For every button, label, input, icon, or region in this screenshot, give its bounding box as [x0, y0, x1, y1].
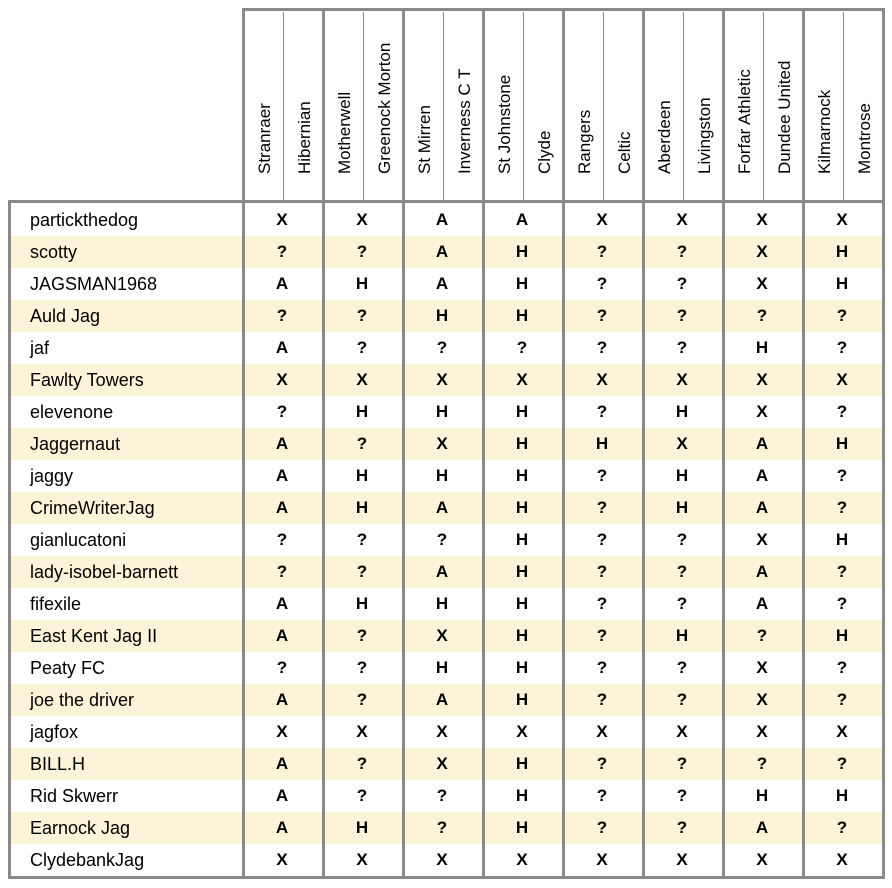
- prediction-cell: H: [515, 658, 529, 677]
- predictor-name: Fawlty Towers: [30, 370, 144, 390]
- prediction-cell: A: [275, 338, 289, 357]
- predictor-name: Earnock Jag: [30, 818, 131, 838]
- prediction-cell: ?: [836, 466, 848, 485]
- match-header: [482, 8, 562, 200]
- home-team-label: Kilmarnock: [815, 89, 834, 174]
- team-slot: [765, 11, 805, 200]
- prediction-cell: H: [355, 466, 369, 485]
- prediction-cell: ?: [676, 594, 688, 613]
- prediction-cell: ?: [276, 306, 288, 325]
- home-team-label: Aberdeen: [655, 100, 674, 174]
- prediction-cell: ?: [356, 338, 368, 357]
- prediction-cell: ?: [276, 530, 288, 549]
- prediction-cell: X: [676, 370, 688, 389]
- prediction-cell: ?: [276, 658, 288, 677]
- prediction-cell: ?: [596, 402, 608, 421]
- prediction-cell: X: [756, 690, 768, 709]
- prediction-cell: ?: [756, 754, 768, 773]
- team-slot: [325, 11, 365, 200]
- table-row: [10, 204, 882, 236]
- prediction-cell: H: [515, 594, 529, 613]
- prediction-cell: ?: [836, 306, 848, 325]
- home-team-label: Forfar Athletic: [735, 69, 754, 174]
- prediction-cell: X: [676, 722, 688, 741]
- prediction-cell: ?: [596, 626, 608, 645]
- prediction-cell: H: [435, 658, 449, 677]
- prediction-cell: X: [756, 658, 768, 677]
- table-row: [10, 780, 882, 812]
- team-slot: [645, 11, 685, 200]
- prediction-cell: H: [515, 402, 529, 421]
- home-team-label: Motherwell: [335, 91, 354, 174]
- prediction-cell: A: [435, 274, 449, 293]
- prediction-cell: X: [516, 370, 528, 389]
- prediction-cell: X: [356, 850, 368, 869]
- prediction-cell: ?: [276, 402, 288, 421]
- team-slot: [565, 11, 605, 200]
- predictor-name: BILL.H: [30, 754, 86, 774]
- prediction-cell: ?: [756, 306, 768, 325]
- table-border-left: [8, 200, 11, 879]
- prediction-cell: ?: [436, 338, 448, 357]
- prediction-cell: ?: [836, 402, 848, 421]
- prediction-cell: ?: [596, 466, 608, 485]
- prediction-cell: ?: [836, 338, 848, 357]
- prediction-cell: H: [355, 818, 369, 837]
- column-divider: [562, 200, 565, 879]
- prediction-cell: A: [275, 754, 289, 773]
- prediction-cell: ?: [436, 786, 448, 805]
- prediction-cell: A: [275, 818, 289, 837]
- home-team-label: St Mirren: [415, 105, 434, 174]
- team-slot: [725, 11, 765, 200]
- team-slot: [805, 11, 845, 200]
- prediction-cell: H: [515, 626, 529, 645]
- prediction-cell: X: [756, 530, 768, 549]
- prediction-cell: H: [675, 498, 689, 517]
- prediction-cell: H: [835, 242, 849, 261]
- prediction-cell: ?: [356, 626, 368, 645]
- table-row: [10, 620, 882, 652]
- prediction-cell: ?: [596, 306, 608, 325]
- predictor-name: gianlucatoni: [30, 530, 127, 550]
- prediction-cell: X: [836, 850, 848, 869]
- prediction-cell: X: [676, 434, 688, 453]
- prediction-cell: H: [835, 434, 849, 453]
- prediction-cell: A: [275, 594, 289, 613]
- table-row: [10, 396, 882, 428]
- predictor-name: Jaggernaut: [30, 434, 121, 454]
- predictor-name: fifexile: [30, 594, 82, 614]
- prediction-cell: H: [515, 306, 529, 325]
- team-divider: [683, 12, 684, 202]
- table-border-bottom: [8, 876, 885, 879]
- table-row: [10, 524, 882, 556]
- team-divider: [443, 12, 444, 202]
- away-team-label: Hibernian: [295, 101, 314, 174]
- predictor-name: Rid Skwerr: [30, 786, 119, 806]
- prediction-cell: A: [275, 434, 289, 453]
- prediction-cell: H: [435, 466, 449, 485]
- prediction-cell: X: [436, 370, 448, 389]
- prediction-cell: A: [275, 626, 289, 645]
- prediction-cell: ?: [436, 530, 448, 549]
- team-divider: [603, 12, 604, 202]
- prediction-cell: H: [515, 818, 529, 837]
- team-slot: [405, 11, 445, 200]
- predictor-name: Auld Jag: [30, 306, 101, 326]
- prediction-cell: H: [675, 466, 689, 485]
- match-header: [562, 8, 642, 200]
- prediction-cell: X: [516, 722, 528, 741]
- prediction-cell: X: [756, 850, 768, 869]
- column-divider: [242, 200, 245, 879]
- predictor-name: jaf: [30, 338, 50, 358]
- predictor-name: elevenone: [30, 402, 114, 422]
- prediction-cell: H: [435, 402, 449, 421]
- table-row: [10, 364, 882, 396]
- team-divider: [363, 12, 364, 202]
- match-header: [722, 8, 802, 200]
- prediction-cell: X: [436, 434, 448, 453]
- prediction-cell: H: [515, 562, 529, 581]
- prediction-cell: A: [435, 498, 449, 517]
- table-row: [10, 460, 882, 492]
- prediction-cell: X: [276, 850, 288, 869]
- prediction-cell: X: [436, 626, 448, 645]
- predictor-name: ClydebankJag: [30, 850, 145, 870]
- prediction-cell: H: [835, 274, 849, 293]
- predictor-name: jaggy: [30, 466, 74, 486]
- prediction-cell: A: [435, 690, 449, 709]
- prediction-cell: ?: [436, 818, 448, 837]
- predictor-name: partickthedog: [30, 210, 139, 230]
- team-slot: [685, 11, 725, 200]
- prediction-cell: ?: [676, 306, 688, 325]
- prediction-cell: A: [435, 242, 449, 261]
- prediction-cell: ?: [516, 338, 528, 357]
- prediction-cell: A: [435, 210, 449, 229]
- prediction-cell: H: [355, 274, 369, 293]
- prediction-cell: ?: [596, 754, 608, 773]
- prediction-cell: ?: [356, 434, 368, 453]
- table-row: [10, 268, 882, 300]
- prediction-cell: A: [755, 434, 769, 453]
- prediction-cell: X: [756, 722, 768, 741]
- prediction-cell: X: [756, 242, 768, 261]
- prediction-cell: H: [675, 626, 689, 645]
- prediction-cell: X: [836, 210, 848, 229]
- prediction-cell: ?: [596, 818, 608, 837]
- prediction-cell: A: [755, 466, 769, 485]
- prediction-cell: A: [515, 210, 529, 229]
- prediction-cell: ?: [756, 626, 768, 645]
- predictor-name: CrimeWriterJag: [30, 498, 155, 518]
- prediction-cell: ?: [836, 818, 848, 837]
- prediction-cell: X: [516, 850, 528, 869]
- team-slot: [605, 11, 645, 200]
- column-divider: [722, 200, 725, 879]
- prediction-cell: H: [515, 466, 529, 485]
- prediction-cell: ?: [356, 658, 368, 677]
- prediction-cell: ?: [676, 562, 688, 581]
- prediction-cell: ?: [276, 242, 288, 261]
- prediction-cell: X: [756, 274, 768, 293]
- prediction-cell: H: [515, 274, 529, 293]
- prediction-cell: A: [755, 594, 769, 613]
- prediction-cell: ?: [596, 786, 608, 805]
- table-row: [10, 716, 882, 748]
- prediction-cell: ?: [676, 658, 688, 677]
- prediction-cell: H: [675, 402, 689, 421]
- prediction-cell: A: [275, 274, 289, 293]
- match-header: [642, 8, 722, 200]
- team-slot: [365, 11, 405, 200]
- team-slot: [845, 11, 885, 200]
- predictor-name: scotty: [30, 242, 78, 262]
- table-row: [10, 748, 882, 780]
- column-divider: [882, 200, 885, 879]
- prediction-cell: X: [356, 210, 368, 229]
- team-divider: [763, 12, 764, 202]
- home-team-label: Rangers: [575, 109, 594, 174]
- prediction-cell: H: [355, 402, 369, 421]
- away-team-label: Livingston: [695, 97, 714, 174]
- prediction-cell: H: [595, 434, 609, 453]
- away-team-label: Clyde: [535, 130, 554, 174]
- prediction-cell: H: [755, 786, 769, 805]
- prediction-cell: H: [515, 434, 529, 453]
- table-row: [10, 236, 882, 268]
- team-divider: [283, 12, 284, 202]
- team-slot: [485, 11, 525, 200]
- prediction-cell: A: [275, 466, 289, 485]
- prediction-cell: X: [676, 210, 688, 229]
- prediction-cell: X: [596, 210, 608, 229]
- prediction-cell: X: [356, 370, 368, 389]
- prediction-cell: H: [435, 306, 449, 325]
- prediction-cell: ?: [596, 562, 608, 581]
- prediction-cell: A: [275, 786, 289, 805]
- table-row: [10, 812, 882, 844]
- prediction-cell: X: [276, 722, 288, 741]
- table-row: [10, 684, 882, 716]
- away-team-label: Greenock Morton: [375, 42, 394, 174]
- table-row: [10, 588, 882, 620]
- prediction-cell: ?: [596, 594, 608, 613]
- prediction-cell: ?: [836, 498, 848, 517]
- match-header: [402, 8, 482, 200]
- prediction-cell: H: [355, 498, 369, 517]
- prediction-cell: ?: [836, 562, 848, 581]
- prediction-cell: H: [515, 530, 529, 549]
- prediction-cell: X: [356, 722, 368, 741]
- prediction-cell: X: [756, 402, 768, 421]
- prediction-cell: A: [755, 818, 769, 837]
- prediction-cell: X: [276, 210, 288, 229]
- team-slot: [445, 11, 485, 200]
- match-header: [322, 8, 402, 200]
- team-slot: [525, 11, 565, 200]
- prediction-cell: X: [676, 850, 688, 869]
- prediction-cell: ?: [356, 562, 368, 581]
- table-row: [10, 556, 882, 588]
- prediction-cell: ?: [596, 338, 608, 357]
- prediction-cell: ?: [676, 754, 688, 773]
- prediction-cell: A: [435, 562, 449, 581]
- column-divider: [642, 200, 645, 879]
- prediction-cell: ?: [676, 818, 688, 837]
- predictor-name: jagfox: [30, 722, 79, 742]
- column-divider: [802, 200, 805, 879]
- prediction-cell: X: [836, 722, 848, 741]
- prediction-cell: H: [755, 338, 769, 357]
- prediction-cell: ?: [596, 498, 608, 517]
- predictor-name: East Kent Jag II: [30, 626, 158, 646]
- prediction-cell: ?: [676, 242, 688, 261]
- home-team-label: St Johnstone: [495, 74, 514, 174]
- prediction-cell: A: [275, 498, 289, 517]
- home-team-label: Stranraer: [255, 103, 274, 174]
- prediction-cell: ?: [836, 690, 848, 709]
- prediction-cell: ?: [676, 274, 688, 293]
- prediction-cell: A: [755, 562, 769, 581]
- team-divider: [843, 12, 844, 202]
- prediction-cell: H: [515, 242, 529, 261]
- prediction-cell: H: [515, 690, 529, 709]
- prediction-cell: ?: [836, 658, 848, 677]
- prediction-cell: ?: [836, 594, 848, 613]
- prediction-cell: ?: [356, 690, 368, 709]
- prediction-cell: X: [756, 210, 768, 229]
- away-team-label: Inverness C T: [455, 68, 474, 174]
- prediction-cell: X: [436, 850, 448, 869]
- away-team-label: Celtic: [615, 131, 634, 174]
- prediction-cell: ?: [276, 562, 288, 581]
- prediction-cell: ?: [356, 306, 368, 325]
- match-header: [242, 8, 322, 200]
- prediction-cell: X: [756, 370, 768, 389]
- team-slot: [245, 11, 285, 200]
- prediction-cell: H: [835, 786, 849, 805]
- prediction-cell: ?: [836, 754, 848, 773]
- predictor-name: JAGSMAN1968: [30, 274, 158, 294]
- prediction-cell: X: [276, 370, 288, 389]
- column-divider: [482, 200, 485, 879]
- team-slot: [285, 11, 325, 200]
- prediction-cell: ?: [676, 338, 688, 357]
- away-team-label: Dundee United: [775, 60, 794, 174]
- prediction-cell: ?: [596, 242, 608, 261]
- prediction-cell: ?: [356, 754, 368, 773]
- prediction-cell: A: [275, 690, 289, 709]
- prediction-cell: H: [515, 498, 529, 517]
- prediction-cell: X: [596, 370, 608, 389]
- prediction-cell: H: [515, 754, 529, 773]
- prediction-cell: X: [596, 722, 608, 741]
- table-row: [10, 652, 882, 684]
- table-row: [10, 300, 882, 332]
- table-row: [10, 844, 882, 876]
- team-divider: [523, 12, 524, 202]
- away-team-label: Montrose: [855, 103, 874, 174]
- prediction-cell: ?: [596, 690, 608, 709]
- predictor-name: lady-isobel-barnett: [30, 562, 179, 582]
- predictor-name: joe the driver: [30, 690, 135, 710]
- table-row: [10, 492, 882, 524]
- prediction-cell: H: [515, 786, 529, 805]
- table-row: [10, 428, 882, 460]
- column-divider: [322, 200, 325, 879]
- prediction-cell: X: [436, 754, 448, 773]
- prediction-cell: X: [596, 850, 608, 869]
- prediction-cell: ?: [596, 274, 608, 293]
- prediction-cell: H: [355, 594, 369, 613]
- prediction-cell: ?: [596, 530, 608, 549]
- prediction-cell: ?: [676, 690, 688, 709]
- prediction-cell: X: [436, 722, 448, 741]
- prediction-cell: ?: [676, 530, 688, 549]
- prediction-cell: ?: [356, 242, 368, 261]
- column-divider: [402, 200, 405, 879]
- table-row: [10, 332, 882, 364]
- prediction-cell: A: [755, 498, 769, 517]
- prediction-cell: ?: [356, 786, 368, 805]
- table-border-top: [8, 200, 885, 203]
- prediction-cell: ?: [596, 658, 608, 677]
- prediction-cell: H: [835, 530, 849, 549]
- prediction-cell: H: [435, 594, 449, 613]
- prediction-cell: ?: [356, 530, 368, 549]
- prediction-cell: ?: [676, 786, 688, 805]
- prediction-cell: X: [836, 370, 848, 389]
- predictor-name: Peaty FC: [30, 658, 106, 678]
- prediction-cell: H: [835, 626, 849, 645]
